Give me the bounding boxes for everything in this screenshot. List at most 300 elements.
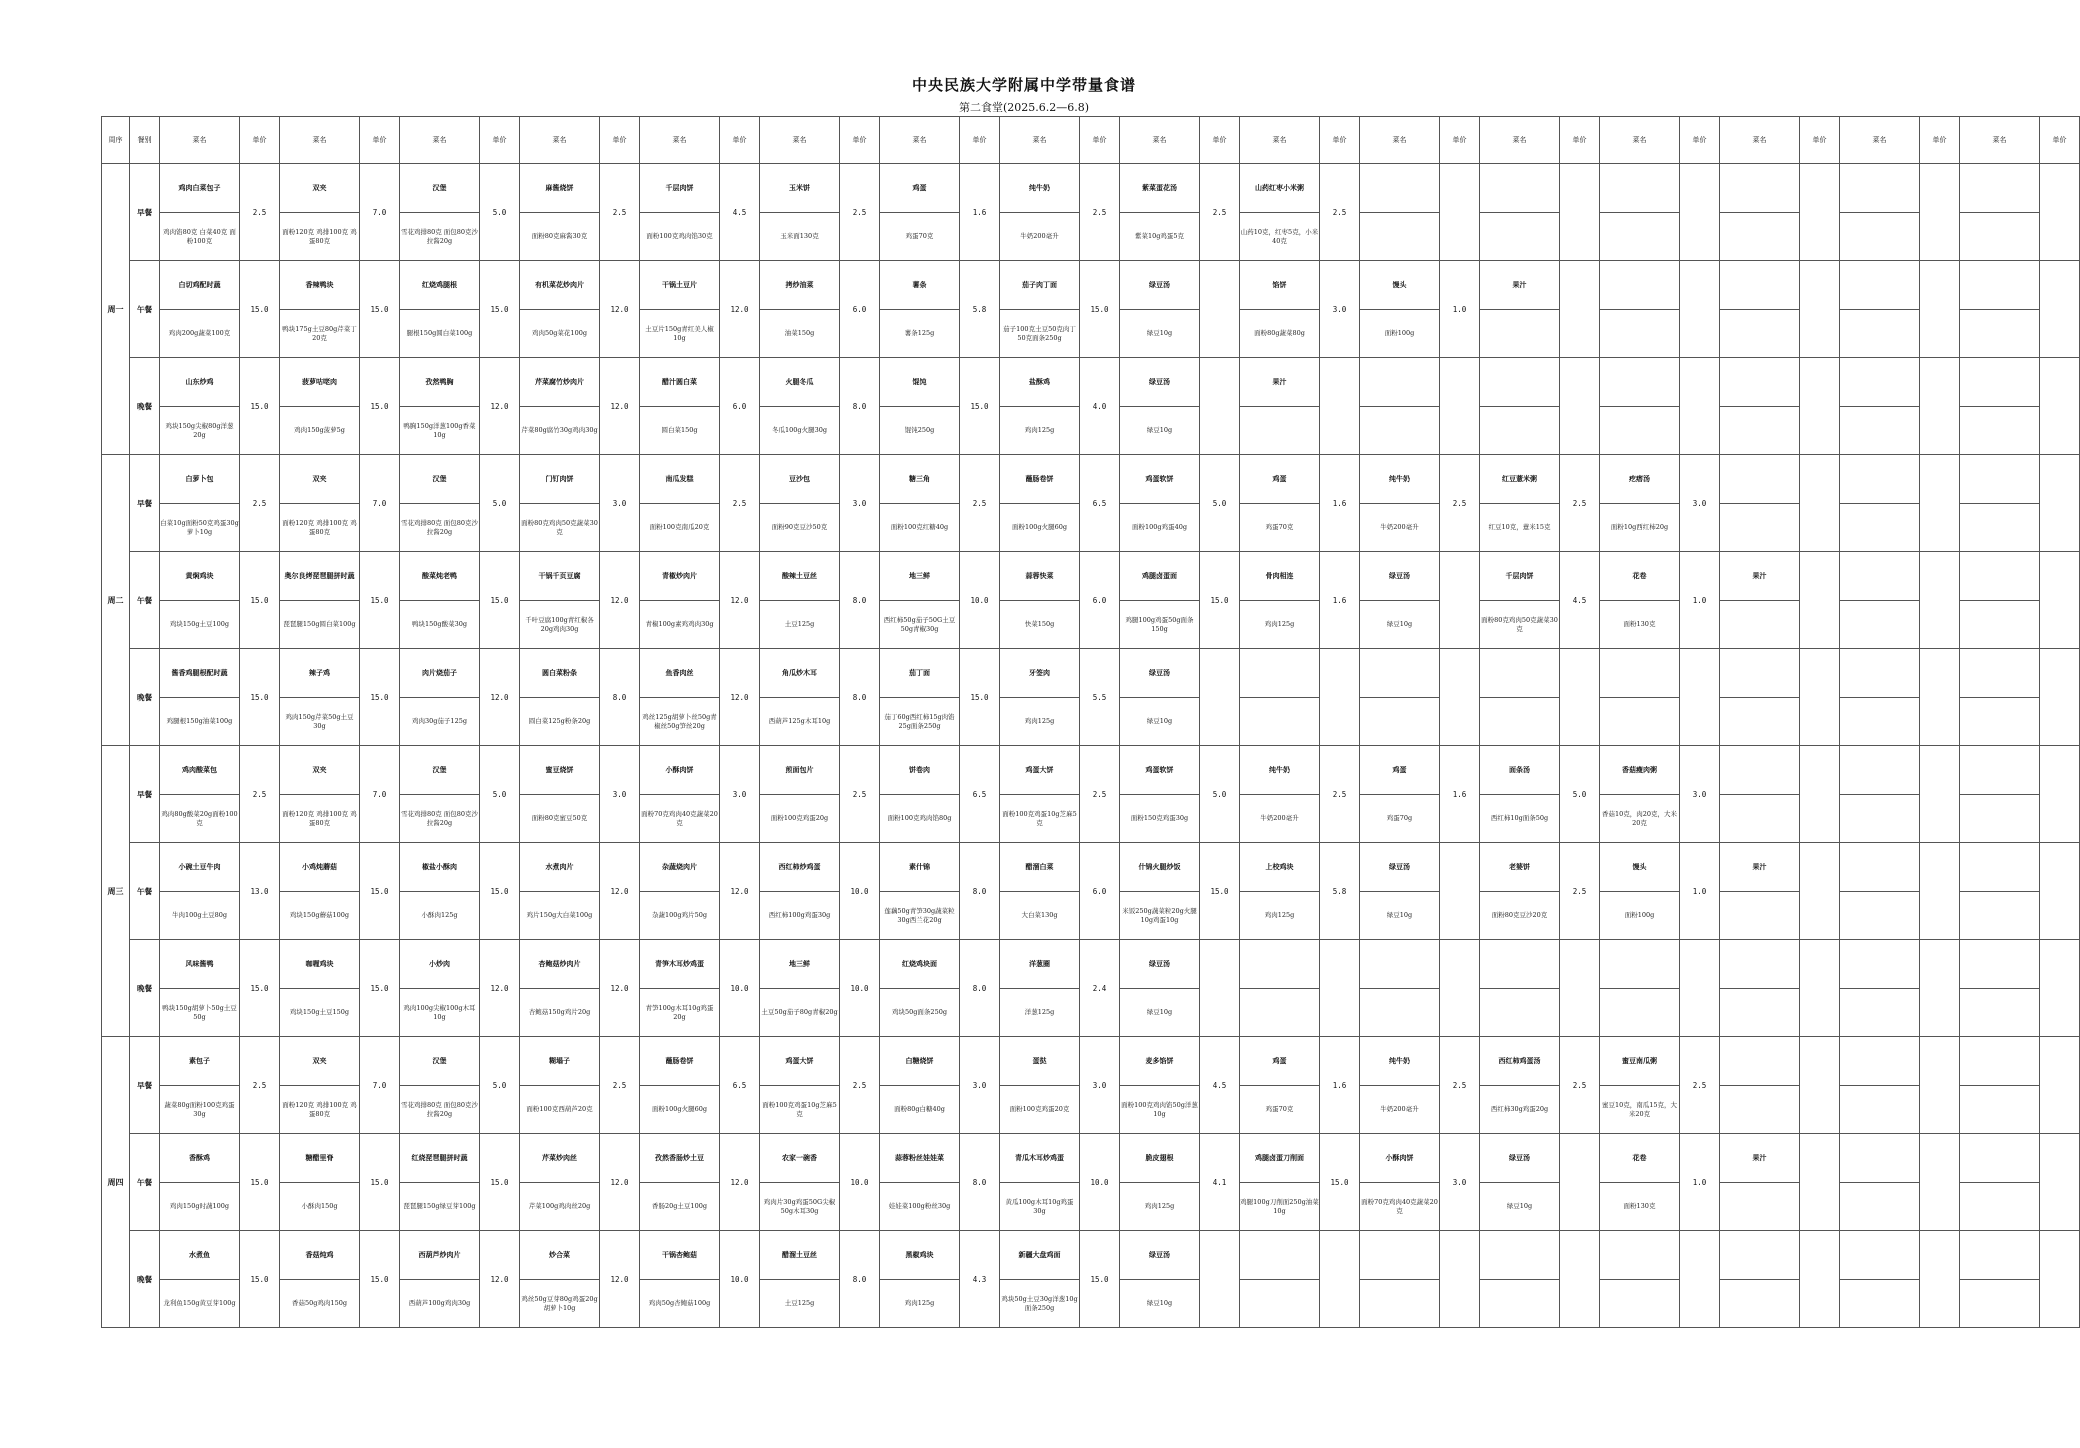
dish-name xyxy=(1840,843,1920,892)
dish-price xyxy=(1800,649,1840,746)
dish-name xyxy=(1840,358,1920,407)
dish-price: 15.0 xyxy=(1080,261,1120,358)
dish-name: 鸡肉酸菜包 xyxy=(160,746,240,795)
dish-price: 2.5 xyxy=(720,455,760,552)
dish-price xyxy=(1200,261,1240,358)
dish-price: 4.5 xyxy=(1200,1037,1240,1134)
dish-ingredients: 牛肉100g土豆80g xyxy=(160,892,240,940)
dish-name: 鸡腿卤蛋面 xyxy=(1120,552,1200,601)
dish-price: 2.5 xyxy=(1680,1037,1720,1134)
dish-row xyxy=(102,455,2080,504)
dish-ingredients xyxy=(1720,310,1800,358)
dish-ingredients: 蔬菜80g面粉100克鸡蛋30g xyxy=(160,1086,240,1134)
dish-name: 鸡蛋软饼 xyxy=(1120,455,1200,504)
dish-price: 12.0 xyxy=(480,940,520,1037)
dish-ingredients: 面粉100g火腿60g xyxy=(1000,504,1080,552)
meal-label: 早餐 xyxy=(130,746,160,843)
dish-price xyxy=(1440,843,1480,940)
dish-ingredients xyxy=(1840,892,1920,940)
dish-price: 12.0 xyxy=(480,1231,520,1328)
dish-ingredients: 西红柿50g茄子50G土豆50g青椒30g xyxy=(880,601,960,649)
header-price: 单价 xyxy=(1320,117,1360,164)
dish-ingredients: 鸡肉125g xyxy=(1000,698,1080,746)
dish-price: 10.0 xyxy=(840,940,880,1037)
dish-price xyxy=(2040,1037,2080,1134)
dish-ingredients xyxy=(1480,213,1560,261)
dish-ingredients xyxy=(1960,1086,2040,1134)
dish-name: 馒头 xyxy=(1600,843,1680,892)
dish-name xyxy=(1960,1037,2040,1086)
dish-name: 果汁 xyxy=(1720,552,1800,601)
dish-name: 酱香鸡腿根配时蔬 xyxy=(160,649,240,698)
dish-price xyxy=(1560,261,1600,358)
dish-name: 小酥肉饼 xyxy=(640,746,720,795)
dish-price: 2.5 xyxy=(960,455,1000,552)
dish-price: 15.0 xyxy=(480,1134,520,1231)
dish-price: 15.0 xyxy=(1200,552,1240,649)
dish-price xyxy=(1200,358,1240,455)
dish-price: 12.0 xyxy=(720,1134,760,1231)
dish-name: 千层肉饼 xyxy=(1480,552,1560,601)
dish-price: 15.0 xyxy=(480,552,520,649)
dish-ingredients xyxy=(1840,1086,1920,1134)
dish-ingredients: 面粉100克红糖40g xyxy=(880,504,960,552)
header-dish: 菜名 xyxy=(1480,117,1560,164)
dish-ingredients: 薯条125g xyxy=(880,310,960,358)
dish-price xyxy=(1800,455,1840,552)
dish-name: 纯牛奶 xyxy=(1360,455,1440,504)
dish-name xyxy=(1960,843,2040,892)
dish-price: 3.0 xyxy=(960,1037,1000,1134)
dish-name: 果汁 xyxy=(1480,261,1560,310)
dish-ingredients xyxy=(1960,1280,2040,1328)
dish-name xyxy=(1840,1231,1920,1280)
dish-price: 5.0 xyxy=(480,746,520,843)
dish-name: 孜然鸭胸 xyxy=(400,358,480,407)
dish-price xyxy=(1920,358,1960,455)
dish-price: 8.0 xyxy=(960,1134,1000,1231)
dish-ingredients: 香菇10克，肉20克，大米20克 xyxy=(1600,795,1680,843)
dish-ingredients: 青笋100g木耳10g鸡蛋20g xyxy=(640,989,720,1037)
dish-price: 5.0 xyxy=(480,455,520,552)
dish-ingredients: 面粉150克鸡蛋30g xyxy=(1120,795,1200,843)
dish-price xyxy=(1560,649,1600,746)
dish-price: 3.0 xyxy=(840,455,880,552)
dish-name: 双夹 xyxy=(280,746,360,795)
dish-ingredients: 面粉80克蜜豆50克 xyxy=(520,795,600,843)
dish-price: 2.5 xyxy=(240,1037,280,1134)
dish-name xyxy=(1720,1231,1800,1280)
dish-price: 3.0 xyxy=(1080,1037,1120,1134)
header-price: 单价 xyxy=(360,117,400,164)
dish-name: 鸡蛋大饼 xyxy=(760,1037,840,1086)
dish-price xyxy=(2040,552,2080,649)
dish-ingredients: 鸡肉30g茄子125g xyxy=(400,698,480,746)
meal-label: 午餐 xyxy=(130,843,160,940)
header-price: 单价 xyxy=(480,117,520,164)
dish-ingredients: 鸡肉50g菜花100g xyxy=(520,310,600,358)
dish-price xyxy=(1200,1231,1240,1328)
dish-name: 纯牛奶 xyxy=(1360,1037,1440,1086)
dish-name: 火腿冬瓜 xyxy=(760,358,840,407)
dish-price: 6.0 xyxy=(1080,552,1120,649)
dish-price xyxy=(1920,164,1960,261)
dish-ingredients: 馄饨250g xyxy=(880,407,960,455)
dish-name: 盐酥鸡 xyxy=(1000,358,1080,407)
dish-price: 6.0 xyxy=(1080,843,1120,940)
dish-ingredients xyxy=(1240,1280,1320,1328)
dish-ingredients: 鸡肉片30g鸡蛋50G尖椒50g木耳30g xyxy=(760,1183,840,1231)
dish-ingredients: 雪花鸡排80克 面包80克沙拉酱20g xyxy=(400,213,480,261)
dish-price: 5.0 xyxy=(480,1037,520,1134)
dish-name: 绿豆汤 xyxy=(1120,1231,1200,1280)
dish-price: 15.0 xyxy=(240,940,280,1037)
header-dish: 菜名 xyxy=(1240,117,1320,164)
dish-price: 1.6 xyxy=(960,164,1000,261)
dish-name: 双夹 xyxy=(280,1037,360,1086)
header-price: 单价 xyxy=(1920,117,1960,164)
dish-price xyxy=(1920,261,1960,358)
dish-name xyxy=(1480,649,1560,698)
dish-price: 15.0 xyxy=(480,261,520,358)
dish-ingredients xyxy=(1840,989,1920,1037)
dish-name: 素包子 xyxy=(160,1037,240,1086)
dish-price: 4.5 xyxy=(1560,552,1600,649)
dish-price xyxy=(1920,1037,1960,1134)
dish-ingredients xyxy=(1480,310,1560,358)
dish-name xyxy=(1960,940,2040,989)
header-dish: 菜名 xyxy=(1960,117,2040,164)
dish-ingredients: 绿豆10g xyxy=(1120,310,1200,358)
dish-name: 椒盐小酥肉 xyxy=(400,843,480,892)
dish-name: 白切鸡配时蔬 xyxy=(160,261,240,310)
dish-price: 2.5 xyxy=(1560,1037,1600,1134)
dish-name: 芹菜腐竹炒肉片 xyxy=(520,358,600,407)
dish-ingredients: 黄瓜100g木耳10g鸡蛋30g xyxy=(1000,1183,1080,1231)
dish-row xyxy=(102,164,2080,213)
header-price: 单价 xyxy=(2040,117,2080,164)
dish-name: 面条汤 xyxy=(1480,746,1560,795)
dish-price xyxy=(1920,1231,1960,1328)
dish-ingredients: 米饭250g蔬菜粒20g火腿10g鸡蛋10g xyxy=(1120,892,1200,940)
dish-price: 2.4 xyxy=(1080,940,1120,1037)
dish-ingredients: 西葫芦125g木耳10g xyxy=(760,698,840,746)
dish-name: 纯牛奶 xyxy=(1000,164,1080,213)
dish-price: 15.0 xyxy=(360,1231,400,1328)
dish-ingredients xyxy=(1840,698,1920,746)
dish-name: 牙签肉 xyxy=(1000,649,1080,698)
dish-ingredients xyxy=(1600,698,1680,746)
dish-ingredients xyxy=(1600,407,1680,455)
dish-ingredients: 鸡蛋70克 xyxy=(1240,1086,1320,1134)
dish-price xyxy=(1800,940,1840,1037)
dish-ingredients: 面粉80克麻酱30克 xyxy=(520,213,600,261)
dish-price: 8.0 xyxy=(840,552,880,649)
header-dish: 菜名 xyxy=(1720,117,1800,164)
meal-label: 晚餐 xyxy=(130,649,160,746)
header-dish: 菜名 xyxy=(400,117,480,164)
dish-price xyxy=(1680,358,1720,455)
dish-ingredients xyxy=(1960,698,2040,746)
dish-price xyxy=(1680,649,1720,746)
dish-name: 果汁 xyxy=(1240,358,1320,407)
dish-ingredients: 鸡肉200g蔬菜100克 xyxy=(160,310,240,358)
dish-price xyxy=(2040,649,2080,746)
header-price: 单价 xyxy=(1560,117,1600,164)
header-dish: 菜名 xyxy=(640,117,720,164)
dish-name xyxy=(1480,940,1560,989)
dish-price: 2.5 xyxy=(840,1037,880,1134)
dish-row xyxy=(102,940,2080,989)
dish-ingredients: 土豆片150g青红美人椒10g xyxy=(640,310,720,358)
dish-price xyxy=(1920,843,1960,940)
dish-ingredients: 绿豆10g xyxy=(1120,1280,1200,1328)
dish-row xyxy=(102,649,2080,698)
dish-price xyxy=(1920,455,1960,552)
dish-ingredients: 绿豆10g xyxy=(1360,601,1440,649)
dish-name: 小炒肉 xyxy=(400,940,480,989)
dish-ingredients: 面粉80g白糖40g xyxy=(880,1086,960,1134)
dish-name: 山药红枣小米粥 xyxy=(1240,164,1320,213)
dish-name: 麻酱烧饼 xyxy=(520,164,600,213)
dish-name: 香辣鸭块 xyxy=(280,261,360,310)
dish-price: 15.0 xyxy=(240,1231,280,1328)
dish-price: 1.0 xyxy=(1680,843,1720,940)
dish-name: 鸡蛋大饼 xyxy=(1000,746,1080,795)
dish-price: 4.1 xyxy=(1200,1134,1240,1231)
dish-ingredients xyxy=(1480,989,1560,1037)
dish-price: 12.0 xyxy=(600,940,640,1037)
dish-name: 蜜豆南瓜粥 xyxy=(1600,1037,1680,1086)
dish-price: 2.5 xyxy=(1440,455,1480,552)
day-label: 周二 xyxy=(102,455,130,746)
dish-ingredients xyxy=(1720,698,1800,746)
dish-ingredients: 牛奶200毫升 xyxy=(1360,504,1440,552)
dish-ingredients: 面粉100克鸡肉馅80g xyxy=(880,795,960,843)
dish-price: 5.0 xyxy=(1200,455,1240,552)
meal-label: 午餐 xyxy=(130,552,160,649)
dish-ingredients: 鸡肉100g尖椒100g木耳10g xyxy=(400,989,480,1037)
dish-name: 醋汁圆白菜 xyxy=(640,358,720,407)
dish-price: 12.0 xyxy=(600,843,640,940)
dish-name: 上校鸡块 xyxy=(1240,843,1320,892)
page-title: 中央民族大学附属中学带量食谱 xyxy=(911,76,1136,94)
dish-name xyxy=(1840,261,1920,310)
dish-price: 2.5 xyxy=(1080,746,1120,843)
dish-name xyxy=(1960,1231,2040,1280)
dish-name: 角瓜炒木耳 xyxy=(760,649,840,698)
dish-price xyxy=(1680,940,1720,1037)
dish-ingredients: 圆白菜125g粉条20g xyxy=(520,698,600,746)
dish-price: 15.0 xyxy=(240,649,280,746)
dish-price: 10.0 xyxy=(840,843,880,940)
dish-ingredients: 牛奶200毫升 xyxy=(1240,795,1320,843)
dish-price: 6.5 xyxy=(720,1037,760,1134)
dish-ingredients xyxy=(1960,989,2040,1037)
dish-name: 山东炒鸡 xyxy=(160,358,240,407)
dish-ingredients: 冬瓜100g火腿30g xyxy=(760,407,840,455)
dish-name xyxy=(1360,1231,1440,1280)
dish-ingredients: 茄丁60g西红柿15g肉馅25g面条250g xyxy=(880,698,960,746)
dish-name xyxy=(1720,261,1800,310)
dish-price xyxy=(1320,358,1360,455)
dish-ingredients: 鸡腿100g鸡蛋50g面条150g xyxy=(1120,601,1200,649)
dish-price: 4.3 xyxy=(960,1231,1000,1328)
dish-ingredients: 牛奶200毫升 xyxy=(1000,213,1080,261)
meal-label: 晚餐 xyxy=(130,940,160,1037)
dish-price xyxy=(1920,1134,1960,1231)
dish-price: 5.0 xyxy=(1200,746,1240,843)
dish-name: 红烧鸡块面 xyxy=(880,940,960,989)
dish-ingredients: 小酥肉125g xyxy=(400,892,480,940)
dish-name: 馒头 xyxy=(1360,261,1440,310)
dish-price: 1.6 xyxy=(1320,1037,1360,1134)
dish-ingredients: 鸡肉馅80克 白菜40克 面粉100克 xyxy=(160,213,240,261)
dish-ingredients: 鸡丝50g豆芽80g鸡蛋20g胡萝卜10g xyxy=(520,1280,600,1328)
dish-ingredients: 土豆125g xyxy=(760,1280,840,1328)
dish-price: 7.0 xyxy=(360,164,400,261)
dish-price: 15.0 xyxy=(360,261,400,358)
dish-ingredients: 面粉100g xyxy=(1360,310,1440,358)
dish-name: 小鸡炖蘑菇 xyxy=(280,843,360,892)
dish-ingredients: 红豆10克，薏米15克 xyxy=(1480,504,1560,552)
dish-ingredients: 香菇50g鸡肉150g xyxy=(280,1280,360,1328)
dish-price xyxy=(1560,164,1600,261)
meal-label: 晚餐 xyxy=(130,1231,160,1328)
dish-name xyxy=(1960,1134,2040,1183)
dish-ingredients xyxy=(1720,795,1800,843)
dish-price: 15.0 xyxy=(240,261,280,358)
dish-ingredients: 鸡蛋70克 xyxy=(1240,504,1320,552)
dish-price: 1.0 xyxy=(1680,552,1720,649)
dish-ingredients: 圆白菜150g xyxy=(640,407,720,455)
dish-ingredients: 鸡丝125g胡萝卜丝50g青椒丝50g笋丝20g xyxy=(640,698,720,746)
dish-name: 小碗土豆牛肉 xyxy=(160,843,240,892)
dish-ingredients: 茄子100克土豆50克肉丁50克面条250g xyxy=(1000,310,1080,358)
header-dish: 菜名 xyxy=(1000,117,1080,164)
dish-price xyxy=(2040,261,2080,358)
dish-name: 茄子肉丁面 xyxy=(1000,261,1080,310)
dish-name: 小酥肉饼 xyxy=(1360,1134,1440,1183)
dish-name: 酸辣土豆丝 xyxy=(760,552,840,601)
dish-price: 10.0 xyxy=(720,940,760,1037)
dish-ingredients xyxy=(1720,601,1800,649)
dish-name: 酸菜炖老鸭 xyxy=(400,552,480,601)
dish-ingredients: 面粉100克鸡肉馅30克 xyxy=(640,213,720,261)
dish-ingredients: 面粉100g xyxy=(1600,892,1680,940)
menu-table xyxy=(101,116,2080,1328)
dish-name xyxy=(1720,1037,1800,1086)
dish-name: 醋溜白菜 xyxy=(1000,843,1080,892)
dish-name xyxy=(1600,1231,1680,1280)
dish-ingredients xyxy=(1840,407,1920,455)
dish-price: 12.0 xyxy=(600,1134,640,1231)
dish-price xyxy=(1920,746,1960,843)
dish-ingredients xyxy=(1960,795,2040,843)
dish-price xyxy=(1320,649,1360,746)
dish-ingredients: 琵琶腿150g圆白菜100g xyxy=(280,601,360,649)
dish-name: 风味酱鸭 xyxy=(160,940,240,989)
dish-ingredients: 土豆50g茄子80g青椒20g xyxy=(760,989,840,1037)
dish-ingredients: 绿豆10g xyxy=(1120,989,1200,1037)
header-dish: 菜名 xyxy=(1120,117,1200,164)
dish-name xyxy=(1360,164,1440,213)
dish-name: 绿豆汤 xyxy=(1120,358,1200,407)
dish-price: 1.0 xyxy=(1680,1134,1720,1231)
dish-ingredients: 鸭胸150g洋葱100g香菜10g xyxy=(400,407,480,455)
dish-price: 8.0 xyxy=(840,1231,880,1328)
dish-name: 绿豆汤 xyxy=(1120,940,1200,989)
dish-ingredients: 油菜150g xyxy=(760,310,840,358)
dish-name: 鱼香肉丝 xyxy=(640,649,720,698)
dish-name: 蘸肠卷饼 xyxy=(640,1037,720,1086)
dish-name: 西葫芦炒肉片 xyxy=(400,1231,480,1280)
dish-name: 杂蔬烧肉片 xyxy=(640,843,720,892)
dish-ingredients: 鸭块150g酸菜30g xyxy=(400,601,480,649)
dish-name: 杏鲍菇炒肉片 xyxy=(520,940,600,989)
dish-ingredients: 西葫芦100g鸡肉30g xyxy=(400,1280,480,1328)
dish-ingredients: 鸡块150g尖椒80g洋葱20g xyxy=(160,407,240,455)
header-dish: 菜名 xyxy=(160,117,240,164)
dish-price xyxy=(1800,843,1840,940)
dish-price: 15.0 xyxy=(1320,1134,1360,1231)
dish-ingredients: 琵琶腿150g绿豆芽100g xyxy=(400,1183,480,1231)
dish-name: 汉堡 xyxy=(400,746,480,795)
dish-name: 炒合菜 xyxy=(520,1231,600,1280)
dish-price: 1.0 xyxy=(1440,261,1480,358)
dish-name: 玉米饼 xyxy=(760,164,840,213)
dish-price xyxy=(2040,455,2080,552)
dish-name: 煎面包片 xyxy=(760,746,840,795)
dish-name xyxy=(1720,164,1800,213)
dish-name xyxy=(1960,261,2040,310)
meal-label: 早餐 xyxy=(130,164,160,261)
dish-name: 紫菜蛋花汤 xyxy=(1120,164,1200,213)
dish-row xyxy=(102,1231,2080,1280)
dish-price: 7.0 xyxy=(360,1037,400,1134)
dish-name: 西红柿炒鸡蛋 xyxy=(760,843,840,892)
dish-name xyxy=(1240,649,1320,698)
dish-name: 绿豆汤 xyxy=(1120,649,1200,698)
dish-price: 6.0 xyxy=(840,261,880,358)
dish-name xyxy=(1480,1231,1560,1280)
dish-name xyxy=(1720,649,1800,698)
dish-ingredients xyxy=(1600,310,1680,358)
dish-price xyxy=(1800,1134,1840,1231)
dish-ingredients xyxy=(1840,310,1920,358)
dish-price xyxy=(1320,1231,1360,1328)
dish-ingredients: 玉米面130克 xyxy=(760,213,840,261)
dish-price: 2.5 xyxy=(600,1037,640,1134)
dish-price: 3.0 xyxy=(1440,1134,1480,1231)
dish-name xyxy=(1360,358,1440,407)
dish-price: 2.5 xyxy=(1560,843,1600,940)
dish-ingredients: 鸡肉50g杏鲍菇100g xyxy=(640,1280,720,1328)
dish-price xyxy=(1800,358,1840,455)
meal-label: 午餐 xyxy=(130,261,160,358)
header-price: 单价 xyxy=(1200,117,1240,164)
dish-price xyxy=(2040,1134,2080,1231)
dish-name xyxy=(1960,358,2040,407)
dish-ingredients xyxy=(1720,1086,1800,1134)
dish-price xyxy=(1800,1231,1840,1328)
dish-ingredients xyxy=(1960,601,2040,649)
dish-price: 12.0 xyxy=(480,649,520,746)
dish-name: 奥尔良烤琵琶腿拼时蔬 xyxy=(280,552,360,601)
dish-price: 8.0 xyxy=(600,649,640,746)
dish-row xyxy=(102,1037,2080,1086)
dish-price: 2.5 xyxy=(840,746,880,843)
